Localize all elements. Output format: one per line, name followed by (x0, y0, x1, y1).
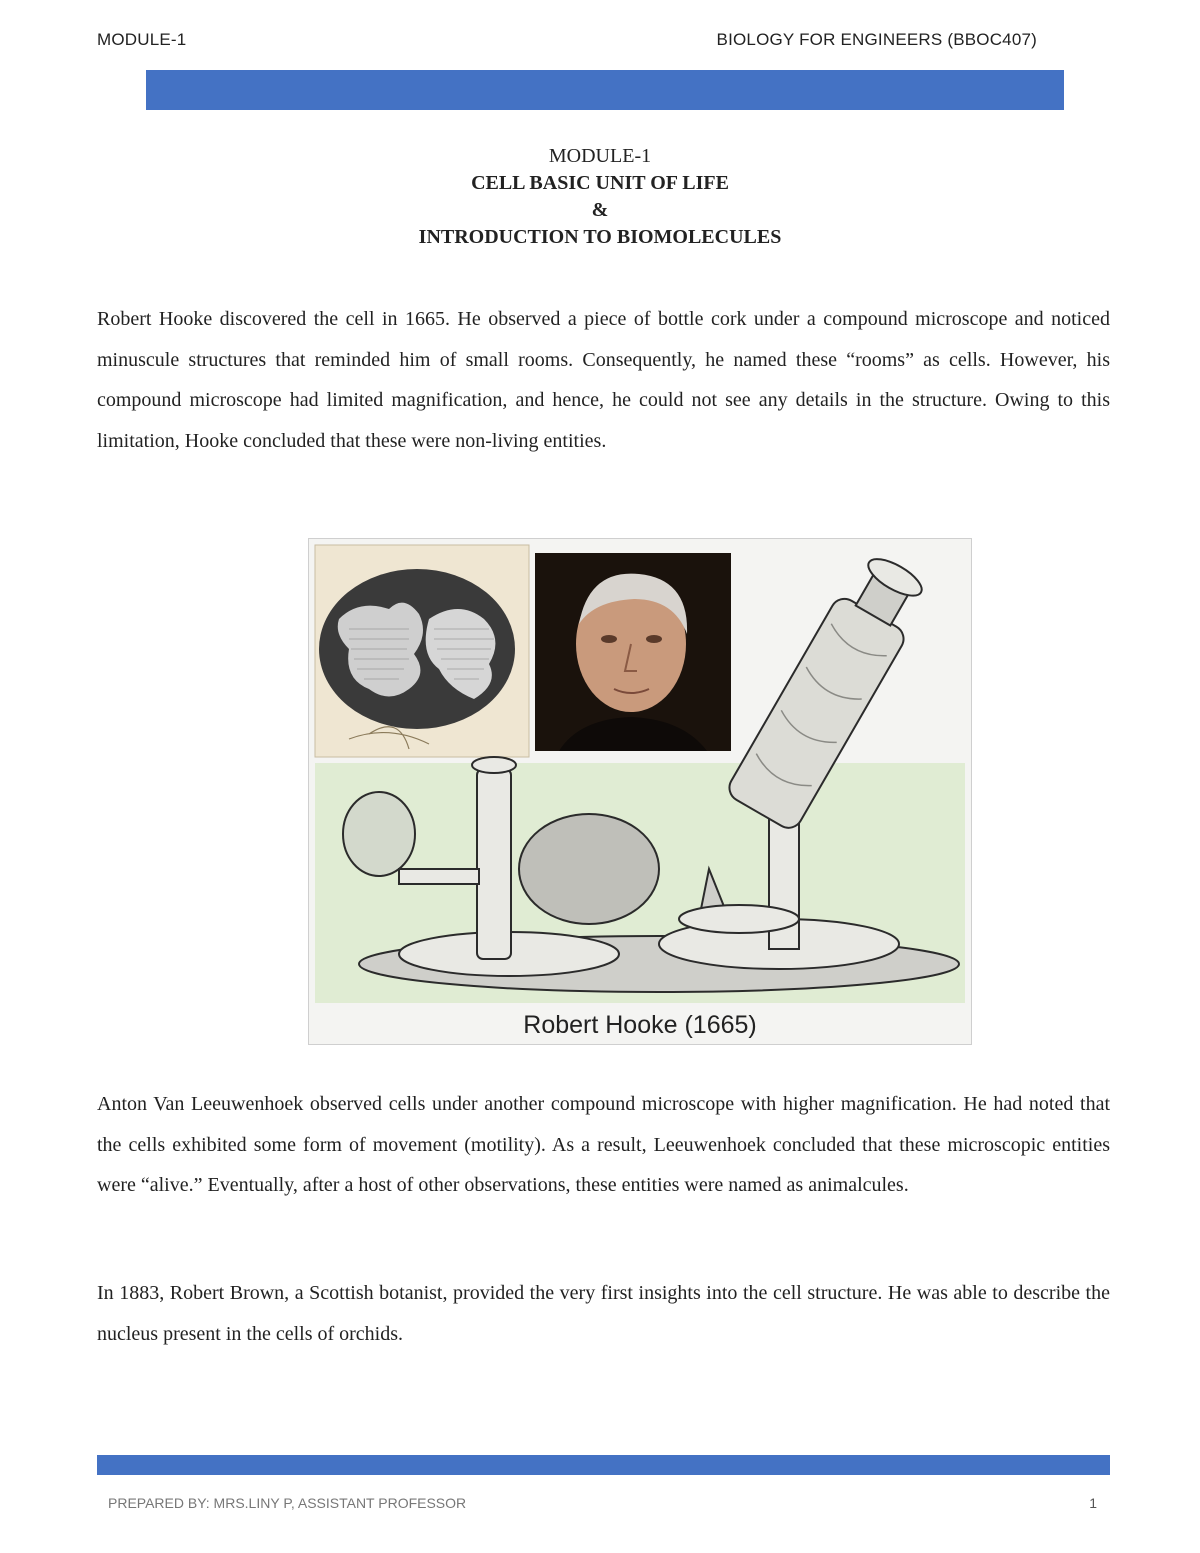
paragraph-robert-hooke: Robert Hooke discovered the cell in 1665. He observed a piece of bottle cork under a compound microscope and noticed minuscule structures that reminded him of small rooms. Consequently, he named these “rooms” as cells. However, his compound microscope had limited magnification, and hence, he could not see any details in the structure. Owing to this limitation, Hooke concluded that these were non-living entities. (97, 308, 1110, 452)
paragraph-leeuwenhoek: Anton Van Leeuwenhoek observed cells under another compound microscope with higher magnification. He had noted that the cells exhibited some form of movement (motility). As a result, Leeuwenhoek concluded that these microscopic entities were “alive.” Eventually, after a host of other observations, these entities were named as animalcules. (97, 1093, 1110, 1196)
footer-accent-bar (97, 1455, 1110, 1475)
robert-hooke-figure (308, 538, 972, 1045)
footer-prepared-by: PREPARED BY: MRS.LINY P, ASSISTANT PROFESSOR (108, 1495, 467, 1511)
title-cell-basic-unit: CELL BASIC UNIT OF LIFE (471, 172, 729, 194)
header-module-label: MODULE-1 (97, 30, 187, 49)
title-ampersand: & (591, 199, 609, 221)
figure-illustration (309, 539, 971, 1044)
page-number: 1 (1089, 1495, 1097, 1511)
title-biomolecules: INTRODUCTION TO BIOMOLECULES (418, 226, 782, 248)
paragraph-robert-brown: In 1883, Robert Brown, a Scottish botanist, provided the very first insights into the cell structure. He was able to describe the nucleus present in the cells of orchids. (97, 1282, 1110, 1345)
figure-caption: Robert Hooke (1665) (523, 1011, 757, 1039)
document-title (0, 143, 1200, 251)
portrait (535, 553, 731, 751)
header-course-title: BIOLOGY FOR ENGINEERS (BBOC407) (716, 30, 1037, 49)
cork-cells-drawing (315, 545, 529, 757)
header-accent-bar (146, 70, 1064, 110)
title-module: MODULE-1 (548, 145, 652, 167)
